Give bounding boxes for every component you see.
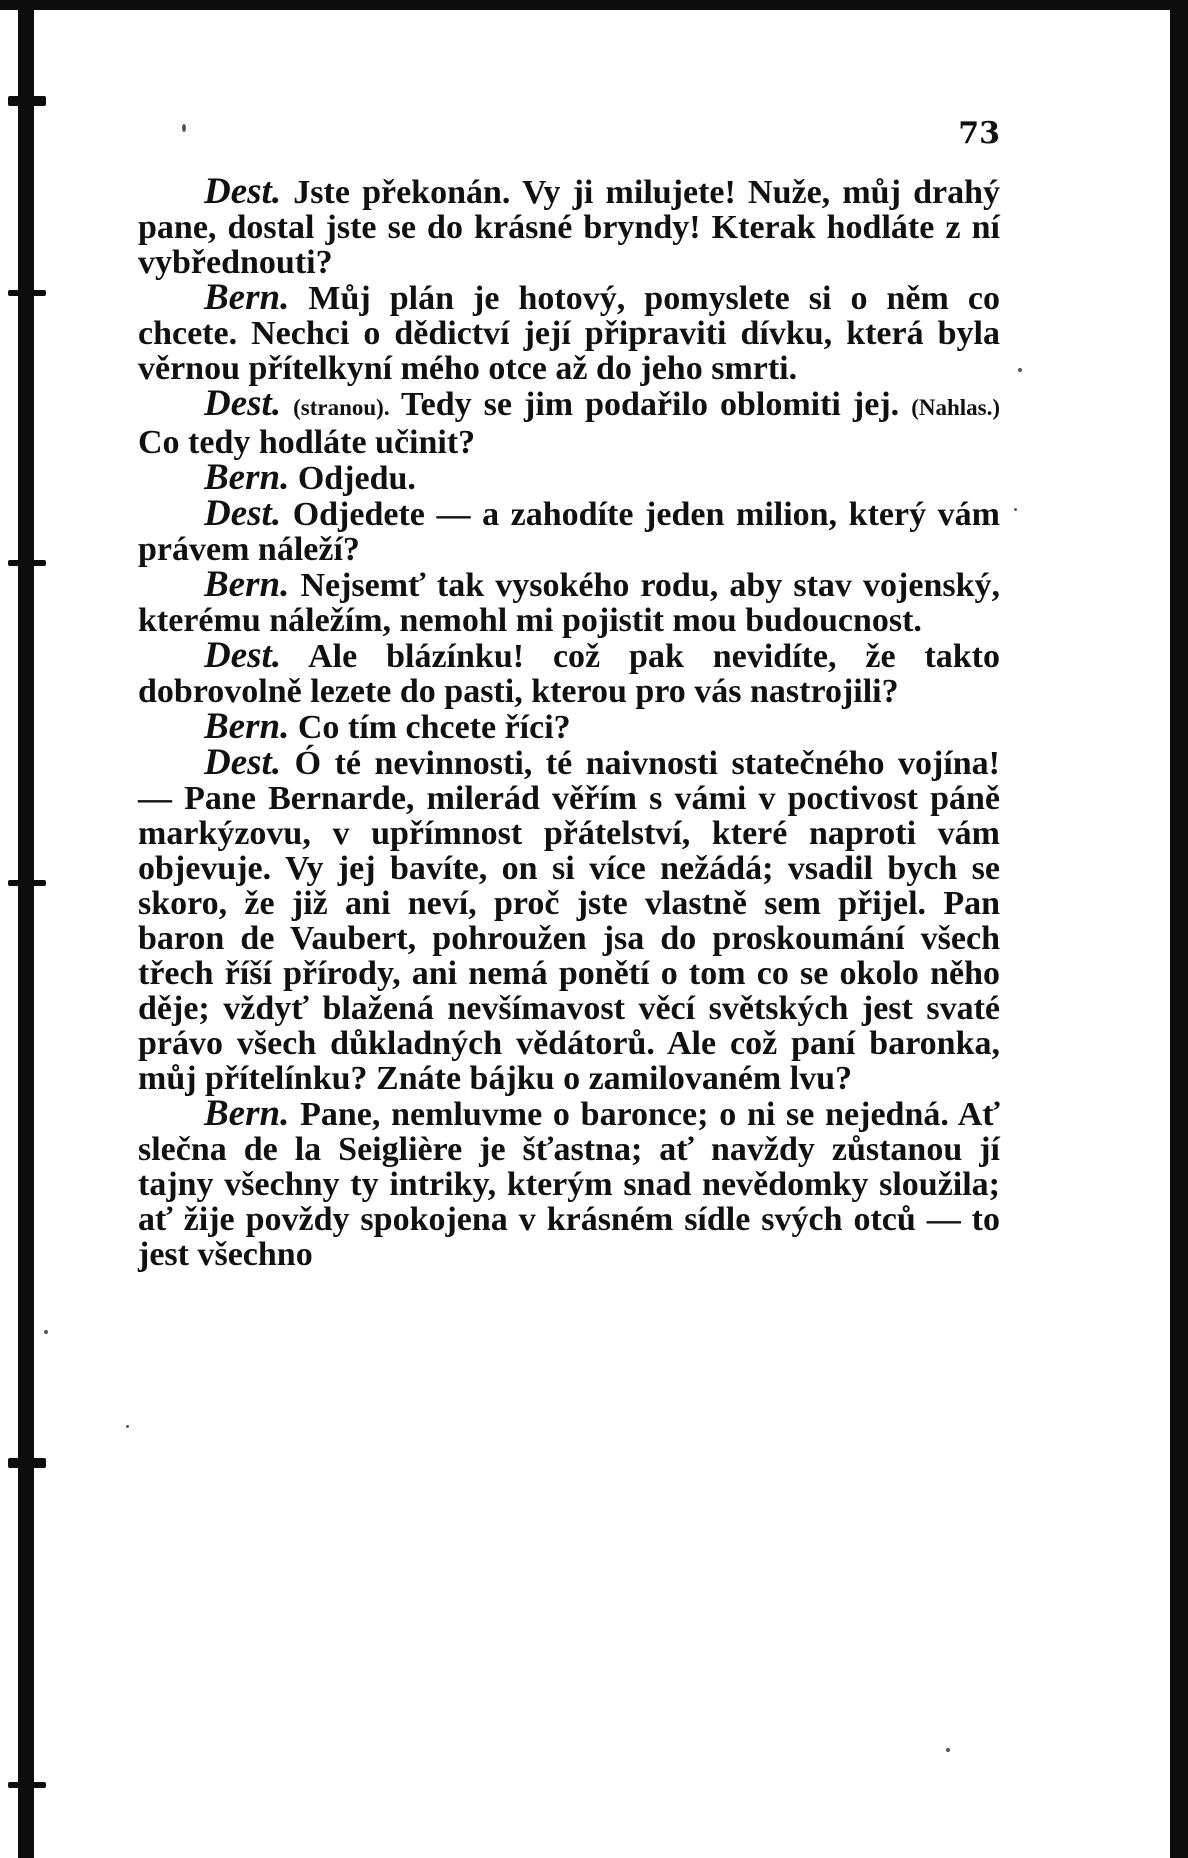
dialogue-text-line: Odjedu.: [297, 460, 416, 497]
dialogue-line: [138, 635, 1001, 710]
scan-speck: [182, 124, 186, 132]
scan-speck: [1018, 368, 1022, 372]
dialogue-text-line: Můj plán je hotový, pomyslete si o něm co chcete. Nechci o dědictví její připraviti dívku, která byla věrnou přítelkyní mého otce až do jeho smrti.: [138, 280, 1000, 387]
gutter-mark: [8, 96, 46, 106]
scan-speck: [1014, 508, 1017, 511]
speaker-name: Dest.: [204, 742, 282, 783]
dialogue-line: [138, 1093, 1000, 1273]
dialogue-text-line: Ale blázínku! což pak nevidíte, že takto dobrovolně lezete do pasti, kterou pro vás nastrojili?: [138, 638, 1001, 710]
dialogue-text-line: Nejsemť tak vysokého rodu, aby stav vojenský, kterému náležím, nemohl mi pojistit mou budoucnost.: [138, 567, 1000, 639]
dialogue-line: [138, 277, 1000, 387]
stage-direction: (stranou).: [293, 395, 390, 420]
dialogue-text-line: Co tím chcete říci?: [297, 709, 571, 746]
speaker-name: Bern.: [204, 706, 290, 747]
scan-edge-right: [1170, 0, 1188, 1858]
dialogue-line: [138, 706, 1000, 747]
dialogue-text-line: Jste překonán. Vy ji milujete! Nuže, můj drahý pane, dostal jste se do krásné bryndy! Kterak hodláte z ní vybřednouti?: [138, 174, 1000, 281]
speaker-name: Dest.: [204, 493, 282, 534]
dialogue-line: [138, 493, 1001, 568]
dialogue-text: [138, 171, 1001, 1273]
dialogue-text-line: Tedy se jim podařilo oblomiti jej.: [401, 386, 900, 423]
dialogue-text-line: Pane, nemluvme o baronce; o ni se nejedná. Ať slečna de la Seiglière je šťastna; ať navždy zůstanou jí tajny všechny ty intriky, kterým snad nevědomky sloužila; ať žije povždy spokojena v krásném sídle svých otců — to jest všechno: [138, 1096, 1000, 1273]
scan-speck: [44, 1330, 48, 1334]
binding-gutter: [18, 0, 34, 1858]
dialogue-line: [138, 383, 1001, 461]
speaker-name: Bern.: [204, 1093, 290, 1134]
dialogue-line: [138, 564, 1000, 639]
gutter-mark: [8, 560, 46, 566]
gutter-mark: [8, 1782, 46, 1788]
dialogue-text-line: Odjedete — a zahodíte jeden milion, který vám právem náleží?: [138, 496, 1001, 568]
speaker-name: Dest.: [204, 171, 282, 212]
stage-direction: (Nahlas.): [911, 395, 1001, 420]
speaker-name: Bern.: [204, 564, 290, 605]
scan-edge-top: [0, 0, 1188, 10]
gutter-mark: [8, 1458, 46, 1468]
dialogue-text-line: Co tedy hodláte učinit?: [138, 424, 476, 461]
page-number: 73: [958, 116, 1000, 151]
speaker-name: Bern.: [204, 457, 290, 498]
gutter-mark: [8, 290, 46, 296]
dialogue-line: [138, 742, 1000, 1097]
scan-speck: [946, 1748, 950, 1752]
dialogue-line: [138, 457, 1000, 498]
dialogue-line: [138, 171, 1000, 281]
speaker-name: Dest.: [204, 635, 282, 676]
gutter-mark: [8, 880, 46, 886]
speaker-name: Dest.: [204, 383, 282, 424]
scan-speck: [126, 1425, 129, 1428]
speaker-name: Bern.: [204, 277, 290, 318]
dialogue-text-line: Ó té nevinnosti, té naivnosti statečného vojína! — Pane Bernarde, milerád věřím s vámi v poctivost páně markýzovu, v upřímnost přátelství, které naproti vám objevuje. Vy jej bavíte, on si více nežádá; vsadil bych se skoro, že již ani neví, proč jste vlastně sem přijel. Pan baron de Vaubert, pohroužen jsa do proskoumání všech třech říší přírody, ani nemá ponětí o tom co se okolo něho děje; vždyť blažená nevšímavost věcí světských jest svaté právo všech důkladných vědátorů. Ale což paní baronka, můj přítelínku? Znáte bájku o zamilovaném lvu?: [138, 745, 1000, 1097]
